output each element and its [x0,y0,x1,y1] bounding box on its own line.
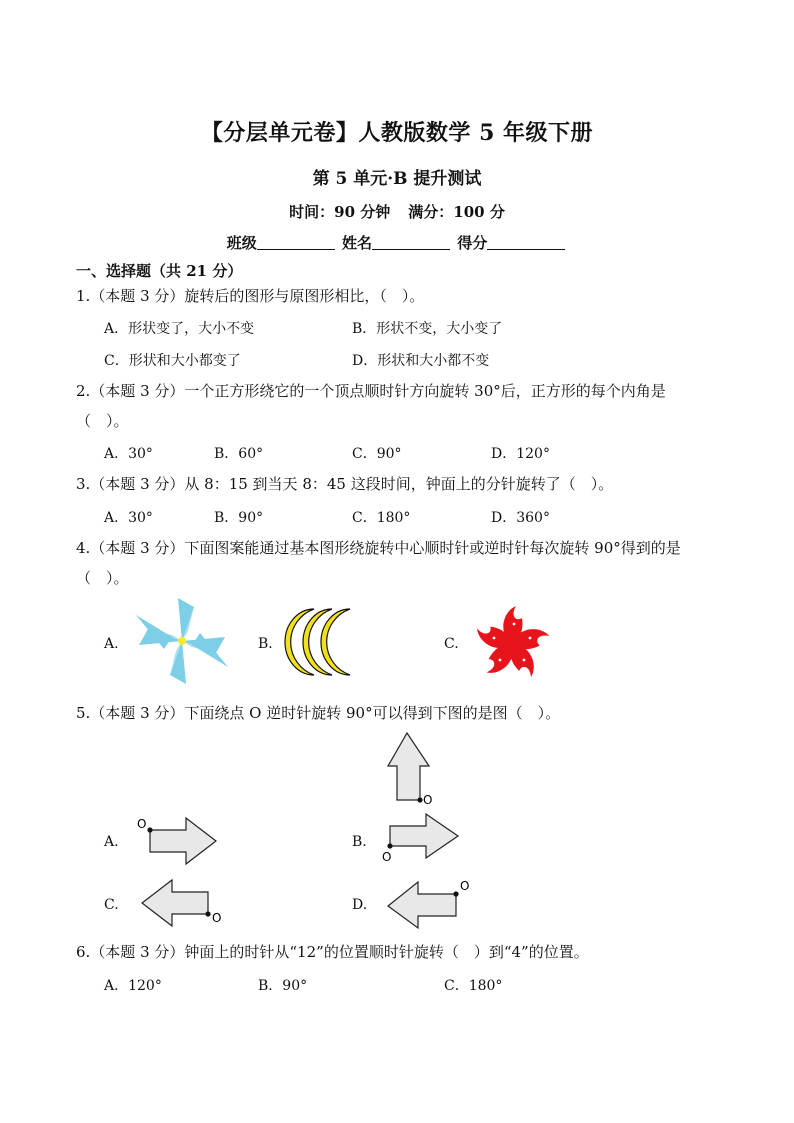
score-blank[interactable] [487,234,565,250]
exam-time: 时间：90 分钟 [289,203,391,221]
q4-option-b[interactable]: B. [258,636,273,652]
option-c-left-arrow [136,876,226,930]
exam-full-score: 满分：100 分 [408,203,505,221]
q5-option-c[interactable]: C. [104,897,119,913]
q2-option-c[interactable]: C．90° [352,446,402,462]
question-4-stem: 4.（本题 3 分）下面图案能通过基本图形绕旋转中心顺时针或逆时针每次旋转 90°得到的是 [76,539,681,557]
exam-meta [0,201,794,222]
pinwheel-blade [178,598,194,641]
q6-option-a[interactable]: A．120° [104,978,162,994]
question-1-stem: 1.（本题 3 分）旋转后的图形与原图形相比，（ ）。 [76,287,425,305]
option-b-right-arrow [380,810,466,866]
q3-option-b[interactable]: B．90° [214,510,264,526]
class-label: 班级 [226,234,257,252]
q1-option-d[interactable]: D．形状和大小都不变 [352,353,490,369]
svg-text:O: O [460,879,470,893]
bauhinia-flower-figure [470,603,554,683]
question-2-stem-cont: （ ）。 [76,412,129,430]
q1-option-c[interactable]: C．形状和大小都变了 [104,353,241,369]
q3-option-c[interactable]: C．180° [352,510,411,526]
q5-option-a[interactable]: A. [104,834,119,850]
class-blank[interactable] [257,234,335,250]
q1-option-b[interactable]: B．形状不变，大小变了 [352,321,503,337]
pinwheel-blade [170,641,186,684]
option-a-right-arrow [136,814,222,870]
score-label: 得分 [457,234,488,252]
page-subtitle: 第 5 单元·B 提升测试 [312,169,482,189]
svg-text:O: O [423,793,433,807]
q5-option-d[interactable]: D. [352,897,368,913]
question-3-stem: 3.（本题 3 分）从 8：15 到当天 8：45 这段时间，钟面上的分针旋转了（ ）。 [76,475,614,493]
name-label: 姓名 [341,234,372,252]
student-info-line [0,232,794,253]
svg-text:O: O [137,817,147,831]
q4-option-a[interactable]: A. [104,636,119,652]
section-heading: 一、选择题（共 21 分） [76,262,243,280]
q2-option-d[interactable]: D．120° [491,446,550,462]
pinwheel-center [178,637,186,645]
q2-option-b[interactable]: B．60° [214,446,264,462]
svg-text:O: O [382,850,392,864]
question-6-stem: 6.（本题 3 分）钟面上的时针从“12”的位置顺时针旋转（ ）到“4”的位置。 [76,943,589,961]
question-4-stem-cont: （ ）。 [76,569,129,587]
q6-option-b[interactable]: B．90° [258,978,308,994]
name-blank[interactable] [372,234,450,250]
svg-text:O: O [212,911,222,925]
q3-option-a[interactable]: A．30° [104,510,153,526]
pinwheel-figure [136,598,230,688]
page-title: 【分层单元卷】人教版数学 5 年级下册 [200,120,594,146]
q6-option-c[interactable]: C．180° [444,978,503,994]
q1-option-a[interactable]: A．形状变了，大小不变 [104,321,255,337]
q5-option-b[interactable]: B. [352,834,367,850]
q2-option-a[interactable]: A．30° [104,446,153,462]
q3-option-d[interactable]: D．360° [491,510,550,526]
q4-option-c[interactable]: C. [444,636,459,652]
crescents-figure [292,606,358,678]
question-5-stem: 5.（本题 3 分）下面绕点 O 逆时针旋转 90°可以得到下图的是图（ ）。 [76,704,561,722]
option-d-left-arrow [384,876,476,932]
question-2-stem: 2.（本题 3 分）一个正方形绕它的一个顶点顺时针方向旋转 30°后，正方形的每个内角是 [76,382,666,400]
target-up-arrow [383,731,443,807]
